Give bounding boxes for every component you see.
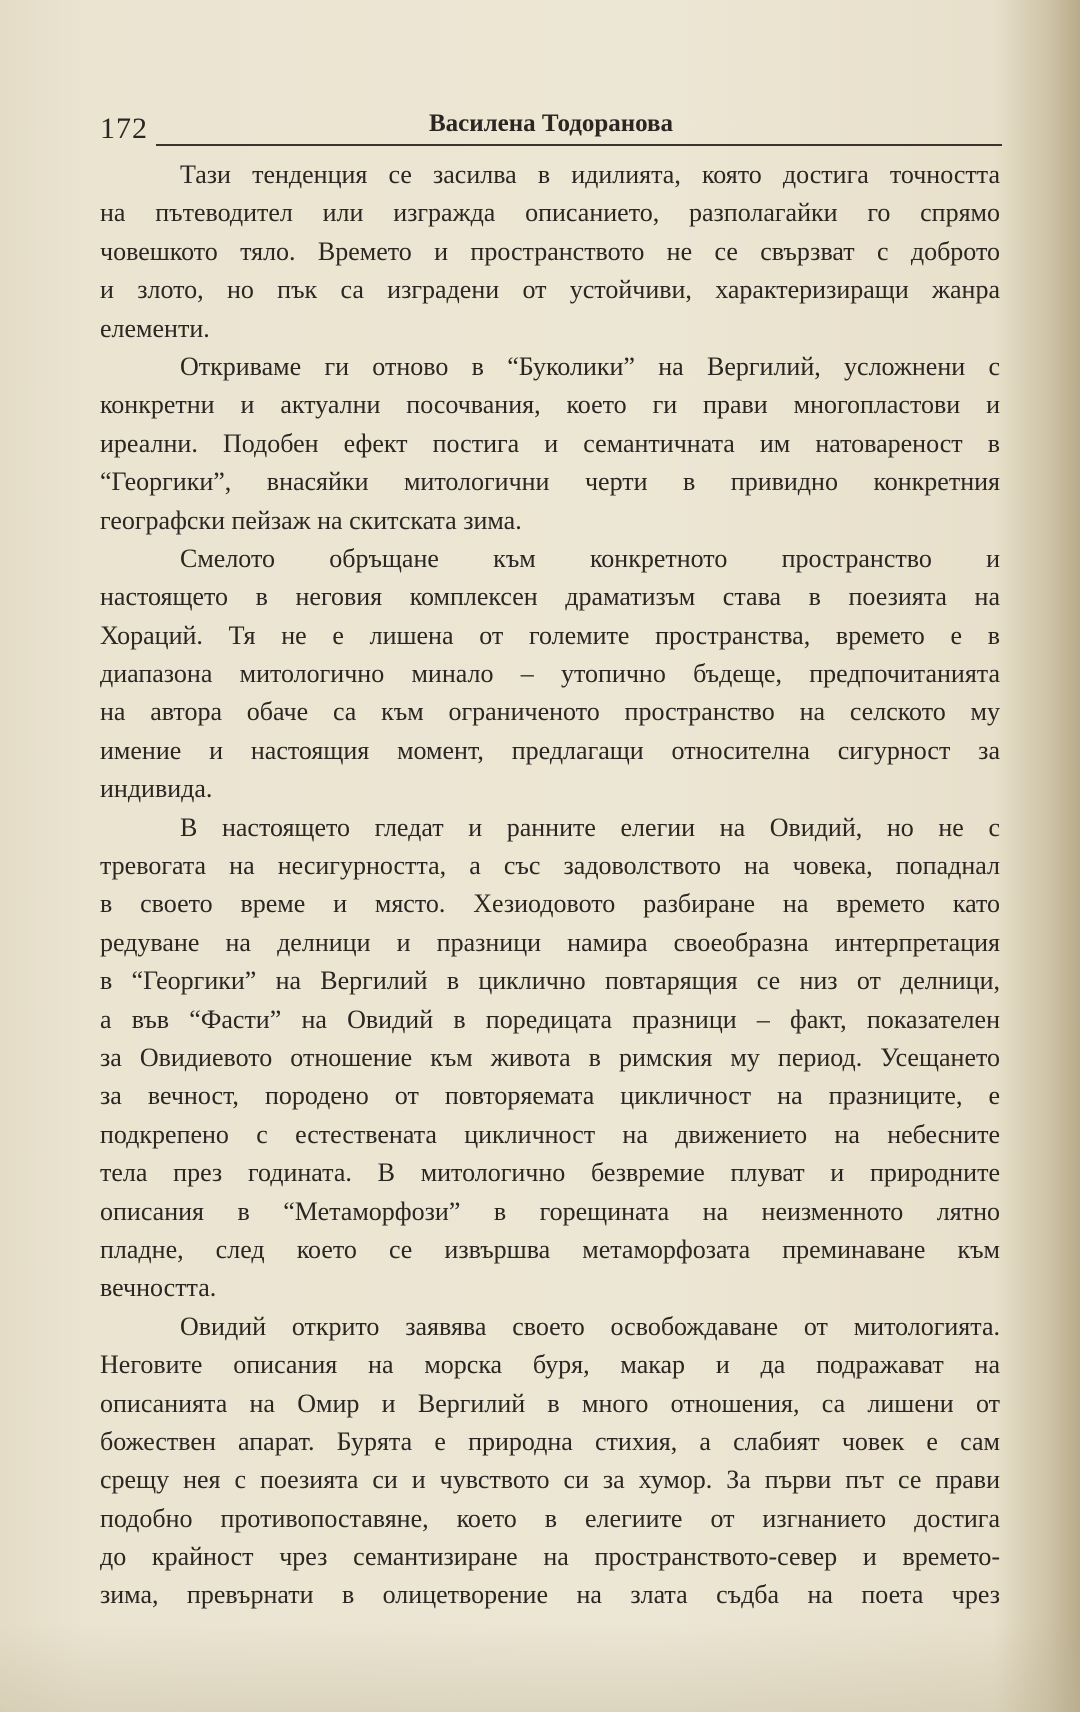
text-line: за вечност, породено от повторяемата цикличност на празниците, е [100,1081,1000,1111]
text-line: за Овидиевото отношение към живота в римския му период. Усещането [100,1042,1000,1072]
paragraph [100,348,1000,540]
text-line: Неговите описания на морска буря, макар и да подражават на [100,1350,1000,1380]
text-line: тела през годината. В митологично безвремие плуват и природните [100,1158,1000,1188]
text-line: елементи. [100,313,210,343]
text-line: географски пейзаж на скитската зима. [100,505,522,535]
page-shadow [0,1622,1080,1712]
text-line: редуване на делници и празници намира своеобразна интерпретация [100,927,1000,957]
text-line: “Георгики”, внасяйки митологични черти в привидно конкретния [100,467,1000,497]
text-line: в “Георгики” на Вергилий в циклично повтарящия се низ от делници, [100,966,1000,996]
header-rule [156,144,1002,146]
text-line: зима, превърнати в олицетворение на злата съдба на поета чрез [100,1580,1000,1610]
text-line: подкрепено с естествената цикличност на движението на небесните [100,1119,1000,1149]
running-header [100,108,1002,148]
text-line: индивида. [100,774,213,804]
paragraph [100,540,1000,809]
text-line: тревогата на несигурността, а със задоволството на човека, попаднал [100,851,1000,881]
text-line: божествен апарат. Бурята е природна стихия, а слабият човек е сам [100,1426,1000,1456]
text-line: и злото, но пък са изградени от устойчиви, характеризиращи жанра [100,275,1000,305]
text-line: В настоящето гледат и ранните елегии на Овидий, но не с [180,812,1000,842]
text-line: на пътеводител или изгражда описанието, разполагайки го спрямо [100,198,1000,228]
text-line: Овидий открито заявява своето освобождаване от митологията. [180,1311,1000,1341]
text-line: срещу нея с поезията си и чувството си за хумор. За първи път се прави [100,1465,1000,1495]
text-line: вечността. [100,1273,217,1303]
page-number: 172 [100,112,148,145]
text-line: Хораций. Тя не е лишена от големите пространства, времето е в [100,620,1000,650]
text-line: иреални. Подобен ефект постига и семантичната им натовареност в [100,428,1000,458]
text-line: в своето време и място. Хезиодовото разбиране на времето като [100,889,1000,919]
text-line: Смелото обръщане към конкретното пространство и [180,543,1000,573]
text-line: подобно противопоставяне, което в елегиите от изгнанието достига [100,1503,1000,1533]
running-title: Василена Тодоранова [428,110,674,137]
paragraph [100,156,1000,348]
text-line: конкретни и актуални посочвания, което ги прави многопластови и [100,390,1000,420]
paragraph [100,809,1000,1308]
text-line: до крайност чрез семантизиране на пространството-север и времето- [100,1542,1000,1572]
text-line: Тази тенденция се засилва в идилията, която достига точността [180,160,1000,189]
text-line: диапазона митологично минало – утопично бъдеще, предпочитанията [100,659,1000,689]
text-line: настоящето в неговия комплексен драматизъм става в поезията на [100,582,1000,612]
text-line: на автора обаче са към ограниченото пространство на селското му [100,697,1000,727]
text-line: човешкото тяло. Времето и пространството не се свързват с доброто [100,236,1000,266]
text-line: имение и настоящия момент, предлагащи относителна сигурност за [100,735,1000,765]
text-line: Откриваме ги отново в “Буколики” на Вергилий, усложнени с [180,351,1000,381]
text-line: описания в “Метаморфози” в горещината на неизменното лятно [100,1196,1000,1226]
text-line: пладне, след което се извършва метаморфозата преминаване към [100,1234,1000,1264]
text-line: описанията на Омир и Вергилий в много отношения, са лишени от [100,1388,1000,1418]
paragraph [100,1308,1000,1615]
text-line: а във “Фасти” на Овидий в поредицата празници – факт, показателен [100,1004,1000,1034]
page-body [100,156,1000,1615]
